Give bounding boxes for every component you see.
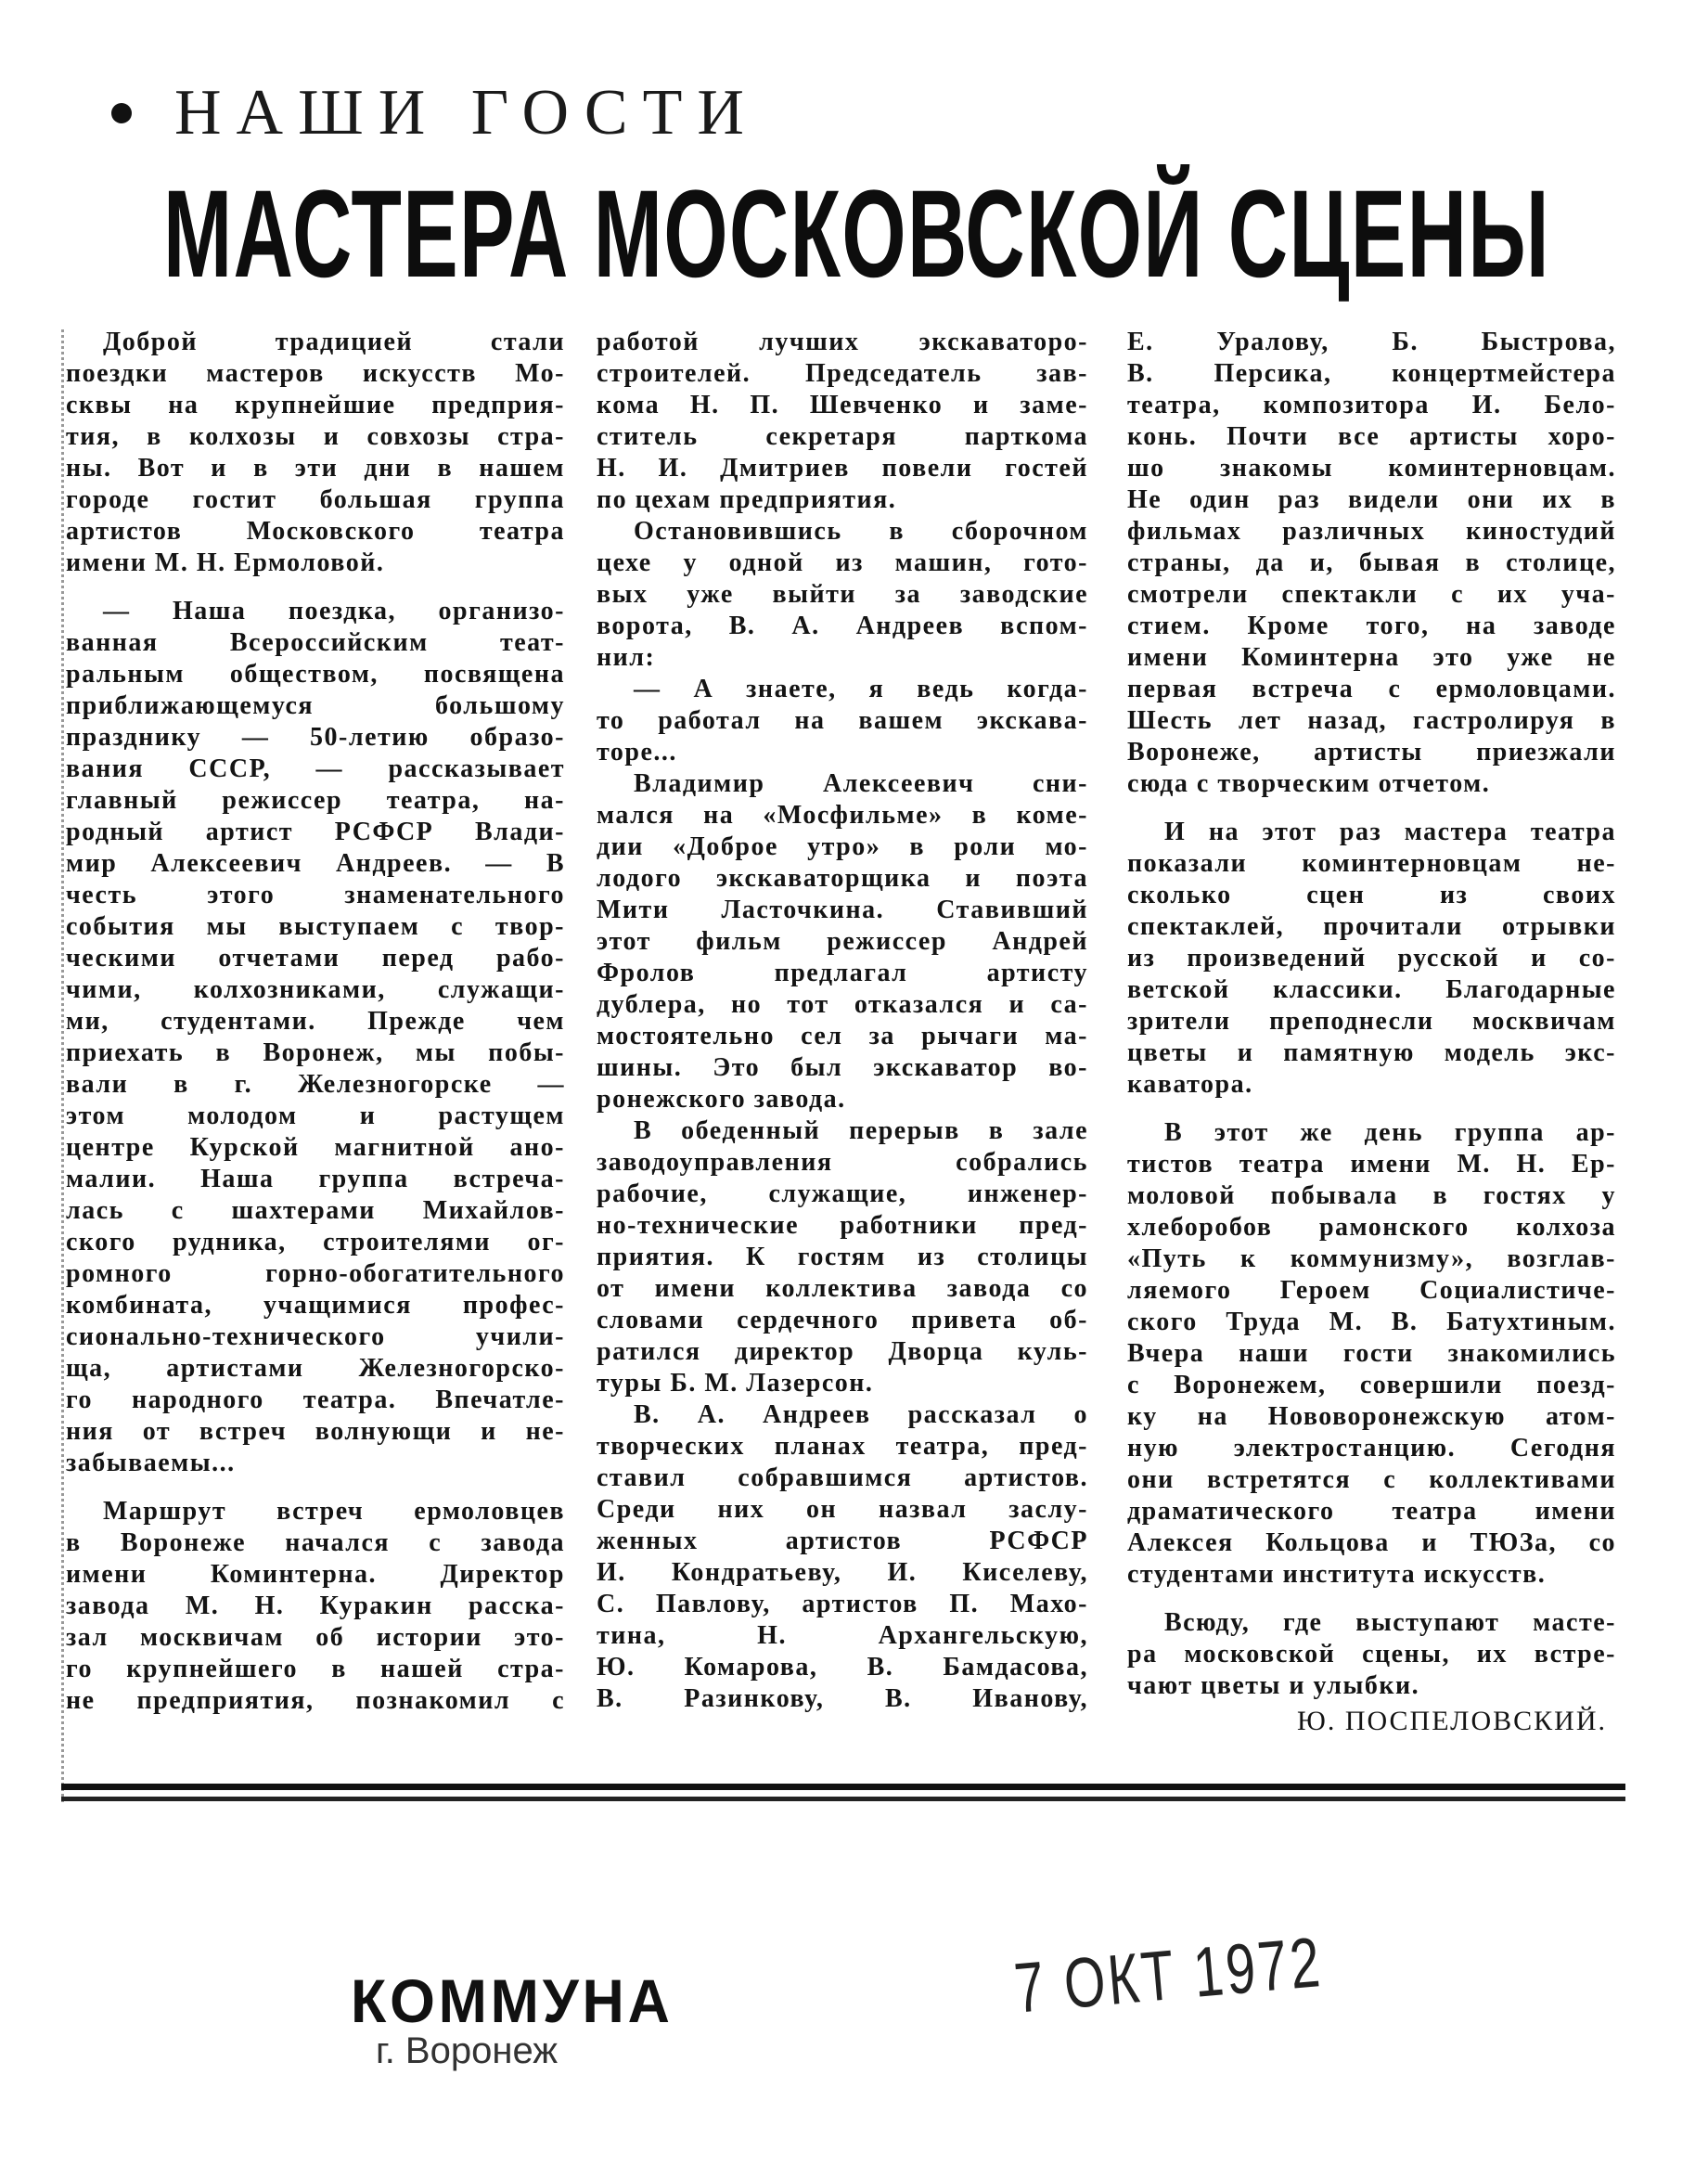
text-line: артистов Московского театра xyxy=(66,517,565,546)
text-line: Шесть лет назад, гастролируя в xyxy=(1127,706,1616,735)
text-line: вых уже выйти за заводские xyxy=(597,580,1088,609)
text-line: — Наша поездка, организо- xyxy=(103,597,565,625)
text-line: тия, в колхозы и совхозы стра- xyxy=(66,422,565,451)
text-line: по цехам предприятия. xyxy=(597,485,897,514)
text-line: шо знакомы коминтерновцам. xyxy=(1127,454,1616,483)
text-line: го народного театра. Впечатле- xyxy=(66,1385,565,1414)
text-line: Е. Уралову, Б. Быстрова, xyxy=(1127,328,1616,356)
text-line: словами сердечного привета об- xyxy=(597,1306,1088,1334)
text-line: от имени коллектива завода со xyxy=(597,1274,1088,1303)
text-line: городе гостит большая группа xyxy=(66,485,565,514)
bottom-rule-thick xyxy=(61,1784,1625,1790)
text-line: лась с шахтерами Михайлов- xyxy=(66,1196,565,1225)
text-line: студентами института искусств. xyxy=(1127,1560,1547,1589)
text-line: каватора. xyxy=(1127,1070,1253,1099)
text-line: дии «Доброе утро» в роли мо- xyxy=(597,832,1088,861)
paragraph xyxy=(1127,1607,1616,1702)
text-line: ванная Всероссийским теат- xyxy=(66,628,565,657)
text-line: завода М. Н. Куракин расска- xyxy=(66,1592,565,1620)
text-line: Не один раз видели они их в xyxy=(1127,485,1616,514)
text-line: вания СССР, — рассказывает xyxy=(66,754,565,783)
text-line: поездки мастеров искусств Мо- xyxy=(66,359,565,388)
text-line: зрители преподнесли москвичам xyxy=(1127,1007,1616,1036)
text-line: Фролов предлагал артисту xyxy=(597,959,1088,987)
text-line: не предприятия, познакомил с xyxy=(66,1686,565,1715)
text-line: главный режиссер театра, на- xyxy=(66,786,565,815)
text-line: мир Алексеевич Андреев. — В xyxy=(66,849,565,878)
text-line: в Воронеже начался с завода xyxy=(66,1528,565,1557)
text-line: ную электростанцию. Сегодня xyxy=(1127,1434,1616,1463)
text-line: рабочие, служащие, инженер- xyxy=(597,1179,1088,1208)
text-line: Всюду, где выступают масте- xyxy=(1164,1608,1616,1637)
text-line: «Путь к коммунизму», возглав- xyxy=(1127,1244,1616,1273)
text-line: моловой побывала в гостях у xyxy=(1127,1181,1616,1210)
text-line: ми, студентами. Прежде чем xyxy=(66,1007,565,1036)
text-line: Остановившись в сборочном xyxy=(634,517,1088,546)
text-line: стием. Кроме того, на заводе xyxy=(1127,612,1616,640)
text-line: первая встреча с ермоловцами. xyxy=(1127,675,1616,703)
text-line: имени М. Н. Ермоловой. xyxy=(66,548,385,577)
text-line: ромного горно-обогатительного xyxy=(66,1259,565,1288)
text-line: Ю. Комарова, В. Бамдасова, xyxy=(597,1653,1088,1682)
text-line: центре Курской магнитной ано- xyxy=(66,1133,565,1162)
text-line: Доброй традицией стали xyxy=(103,328,565,356)
text-line: Вчера наши гости знакомились xyxy=(1127,1339,1616,1368)
text-line: лодого экскаваторщика и поэта xyxy=(597,864,1088,893)
text-line: забываемы... xyxy=(66,1449,236,1477)
text-line: Алексея Кольцова и ТЮЗа, со xyxy=(1127,1528,1616,1557)
text-line: показали коминтерновцам не- xyxy=(1127,849,1616,878)
text-line: родный артист РСФСР Влади- xyxy=(66,818,565,846)
text-line: сюда с творческим отчетом. xyxy=(1127,769,1491,798)
text-line: смотрели спектакли с их уча- xyxy=(1127,580,1616,609)
text-line: цветы и памятную модель экс- xyxy=(1127,1038,1616,1067)
text-line: В. Разинкову, В. Иванову, xyxy=(597,1684,1088,1713)
text-line: тистов театра имени М. Н. Ер- xyxy=(1127,1150,1616,1179)
text-line: то работал на вашем экскава- xyxy=(597,706,1088,735)
text-line: мался на «Мосфильме» в коме- xyxy=(597,801,1088,830)
text-line: Владимир Алексеевич сни- xyxy=(634,769,1088,798)
text-line: спектаклей, прочитали отрывки xyxy=(1127,912,1616,941)
text-line: тина, Н. Архангельскую, xyxy=(597,1621,1088,1650)
text-line: с Воронежем, совершили поезд- xyxy=(1127,1371,1616,1399)
text-line: работой лучших экскаваторо- xyxy=(597,328,1088,356)
text-line: чими, колхозниками, служащи- xyxy=(66,975,565,1004)
paragraph xyxy=(1127,327,1616,800)
text-line: заводоуправления собрались xyxy=(597,1148,1088,1177)
text-line: шины. Это был экскаватор во- xyxy=(597,1053,1088,1082)
paragraph xyxy=(66,1496,565,1717)
text-line: Воронеже, артисты приезжали xyxy=(1127,738,1616,767)
text-line: В. А. Андреев рассказал о xyxy=(634,1400,1088,1429)
paragraph xyxy=(597,327,1088,516)
text-line: ра московской сцены, их встре- xyxy=(1127,1640,1616,1669)
text-line: В обеденный перерыв в зале xyxy=(634,1116,1088,1145)
text-line: ветской классики. Благодарные xyxy=(1127,975,1616,1004)
text-line: хлеборобов рамонского колхоза xyxy=(1127,1213,1616,1242)
paragraph xyxy=(1127,1117,1616,1591)
text-line: фильмах различных киностудий xyxy=(1127,517,1616,546)
text-line: имени Коминтерна это уже не xyxy=(1127,643,1616,672)
text-line: Н. И. Дмитриев повели гостей xyxy=(597,454,1088,483)
text-line: ны. Вот и в эти дни в нашем xyxy=(66,454,565,483)
text-line: — А знаете, я ведь когда- xyxy=(634,675,1088,703)
paragraph xyxy=(597,516,1088,674)
text-line: из произведений русской и со- xyxy=(1127,944,1616,973)
text-line: приехать в Воронеж, мы побы- xyxy=(66,1038,565,1067)
text-line: ратился директор Дворца куль- xyxy=(597,1337,1088,1366)
text-line: дублера, но тот отказался и са- xyxy=(597,990,1088,1019)
text-line: чают цветы и улыбки. xyxy=(1127,1671,1420,1700)
text-line: ку на Нововоронежскую атом- xyxy=(1127,1402,1616,1431)
text-line: нил: xyxy=(597,643,656,672)
text-line: конь. Почти все артисты хоро- xyxy=(1127,422,1616,451)
text-line: В. Персика, концертмейстера xyxy=(1127,359,1616,388)
text-line: С. Павлову, артистов П. Махо- xyxy=(597,1590,1088,1618)
text-line: ческими отчетами перед рабо- xyxy=(66,944,565,973)
text-line: страны, да и, бывая в столице, xyxy=(1127,548,1616,577)
article-column-3 xyxy=(1127,327,1616,1737)
column-border xyxy=(61,329,64,1805)
newspaper-city-stamp: г. Воронеж xyxy=(376,2030,558,2071)
text-line: приятия. К гостям из столицы xyxy=(597,1243,1088,1271)
text-line: зал москвичам об истории это- xyxy=(66,1623,565,1652)
text-line: комбината, учащимися профес- xyxy=(66,1291,565,1320)
text-line: этом молодом и растущем xyxy=(66,1102,565,1130)
text-line: Маршрут встреч ермоловцев xyxy=(103,1497,565,1526)
text-line: ставил собравшимся артистов. xyxy=(597,1463,1088,1492)
text-line: И на этот раз мастера театра xyxy=(1164,818,1616,846)
kicker-text: НАШИ ГОСТИ xyxy=(174,77,759,148)
text-line: кома Н. П. Шевченко и заме- xyxy=(597,391,1088,419)
text-line: туры Б. М. Лазерсон. xyxy=(597,1369,874,1398)
bullet-icon xyxy=(111,103,132,123)
text-line: го крупнейшего в нашей стра- xyxy=(66,1655,565,1683)
text-line: имени Коминтерна. Директор xyxy=(66,1560,565,1589)
text-line: торе... xyxy=(597,738,677,767)
text-line: драматического театра имени xyxy=(1127,1497,1616,1526)
text-line: ронежского завода. xyxy=(597,1085,846,1114)
newspaper-stamp: КОММУНА xyxy=(351,1966,674,2035)
paragraph xyxy=(597,768,1088,1115)
text-line: малии. Наша группа встреча- xyxy=(66,1165,565,1193)
text-line: приближающемуся большому xyxy=(66,691,565,720)
text-line: Мити Ласточкина. Ставивший xyxy=(597,896,1088,924)
text-line: честь этого знаменательного xyxy=(66,881,565,909)
text-line: И. Кондратьеву, И. Киселеву, xyxy=(597,1558,1088,1587)
text-line: вали в г. Железногорске — xyxy=(66,1070,565,1099)
text-line: цехе у одной из машин, гото- xyxy=(597,548,1088,577)
paragraph xyxy=(1127,817,1616,1101)
text-line: Среди них он назвал заслу- xyxy=(597,1495,1088,1524)
text-line: ральным обществом, посвящена xyxy=(66,660,565,689)
text-line: театра, композитора И. Бело- xyxy=(1127,391,1616,419)
author-signature: Ю. ПОСПЕЛОВСКИЙ. xyxy=(1296,1706,1607,1736)
text-line: В этот же день группа ар- xyxy=(1164,1118,1616,1147)
article-column-1 xyxy=(66,327,565,1717)
text-line: сколько сцен из своих xyxy=(1127,881,1616,909)
text-line: мостоятельно сел за рычаги ма- xyxy=(597,1022,1088,1050)
text-line: ского рудника, строителями ог- xyxy=(66,1228,565,1256)
section-kicker xyxy=(111,76,759,150)
text-line: ща, артистами Железногорско- xyxy=(66,1354,565,1383)
text-line: но-технические работники пред- xyxy=(597,1211,1088,1240)
paragraph xyxy=(597,1115,1088,1399)
text-line: ститель секретаря парткома xyxy=(597,422,1088,451)
text-line: ского Труда М. В. Батухтиным. xyxy=(1127,1308,1616,1336)
text-line: празднику — 50-летию образо- xyxy=(66,723,565,752)
text-line: ворота, В. А. Андреев вспом- xyxy=(597,612,1088,640)
paragraph xyxy=(597,674,1088,768)
text-line: женных артистов РСФСР xyxy=(597,1527,1088,1555)
text-line: творческих планах театра, пред- xyxy=(597,1432,1088,1461)
text-line: ляемого Героем Социалистиче- xyxy=(1127,1276,1616,1305)
text-line: строителей. Председатель зав- xyxy=(597,359,1088,388)
article-headline: МАСТЕРА МОСКОВСКОЙ СЦЕНЫ xyxy=(163,165,1550,303)
paragraph xyxy=(66,596,565,1479)
date-stamp: 7 ОКТ 1972 xyxy=(1011,1923,1326,2029)
paragraph xyxy=(597,1399,1088,1715)
text-line: этот фильм режиссер Андрей xyxy=(597,927,1088,956)
article-column-2 xyxy=(597,327,1088,1715)
text-line: ния от встреч волнующи и не- xyxy=(66,1417,565,1446)
text-line: события мы выступаем с твор- xyxy=(66,912,565,941)
bottom-rule-thin xyxy=(61,1797,1625,1801)
text-line: сионально-технического учили- xyxy=(66,1322,565,1351)
text-line: они встретятся с коллективами xyxy=(1127,1465,1616,1494)
paragraph xyxy=(66,327,565,579)
text-line: сквы на крупнейшие предприя- xyxy=(66,391,565,419)
